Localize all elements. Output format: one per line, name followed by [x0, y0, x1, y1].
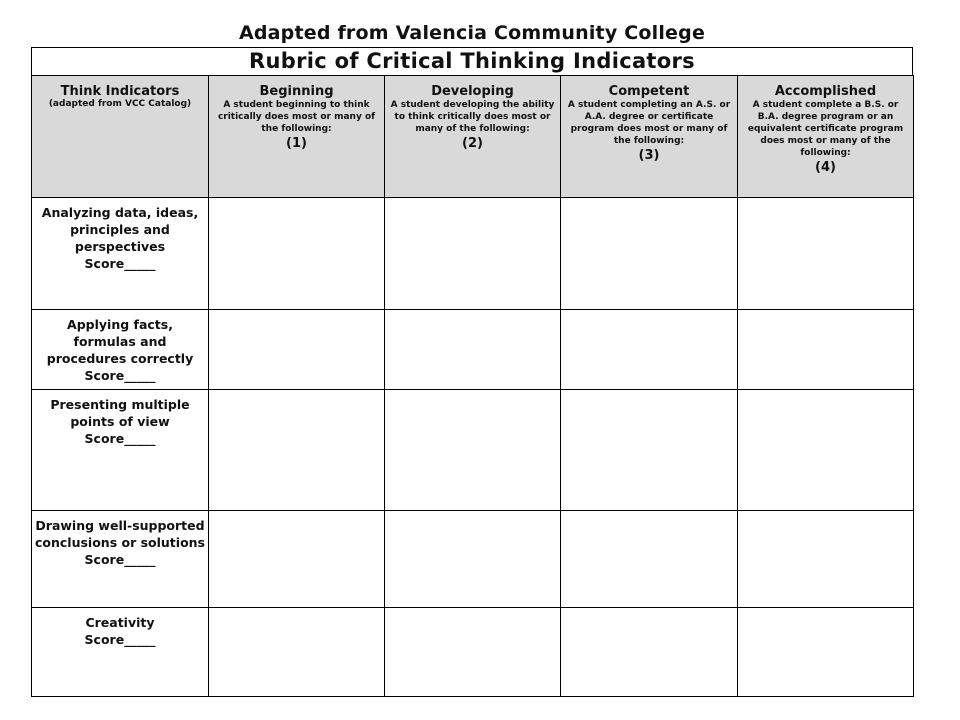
rubric-table	[31, 75, 914, 697]
rubric-cell-competent[interactable]	[561, 608, 738, 697]
rubric-cell-accomplished[interactable]	[738, 511, 914, 608]
rubric-cell-developing[interactable]	[385, 310, 561, 390]
rubric-cell-beginning[interactable]	[209, 390, 385, 511]
rubric-header-row	[32, 76, 914, 198]
rubric-cell-beginning[interactable]	[209, 198, 385, 310]
rubric-cell-competent[interactable]	[561, 511, 738, 608]
rubric-cell-accomplished[interactable]	[738, 390, 914, 511]
adapted-from-heading: Adapted from Valencia Community College	[238, 22, 706, 44]
indicator-column-header	[32, 76, 209, 198]
rubric-cell-accomplished[interactable]	[738, 608, 914, 697]
level-header-developing	[385, 76, 561, 198]
rubric-row-presenting	[32, 390, 914, 511]
level-name: Developing	[431, 84, 514, 99]
score-blank[interactable]: Score_____	[84, 632, 156, 647]
indicator-cell	[32, 608, 209, 697]
level-score: (2)	[462, 136, 483, 151]
indicator-cell	[32, 198, 209, 310]
score-blank[interactable]: Score_____	[84, 256, 156, 271]
score-blank[interactable]: Score_____	[84, 552, 156, 567]
score-blank[interactable]: Score_____	[84, 431, 156, 446]
level-description: A student completing an A.S. or A.A. degree or certificate program does most or many of the following:	[567, 100, 731, 146]
indicator-label: Drawing well-supported conclusions or solutions	[35, 518, 205, 550]
rubric-cell-accomplished[interactable]	[738, 310, 914, 390]
rubric-cell-competent[interactable]	[561, 390, 738, 511]
indicator-header-title: Think Indicators	[60, 84, 180, 99]
indicator-header-subtitle: (adapted from VCC Catalog)	[48, 99, 192, 109]
level-header-beginning	[209, 76, 385, 198]
level-score: (4)	[815, 160, 836, 175]
indicator-label: Analyzing data, ideas, principles and perspectives	[41, 205, 199, 254]
rubric-row-analyzing	[32, 198, 914, 310]
rubric-cell-competent[interactable]	[561, 198, 738, 310]
rubric-row-creativity	[32, 608, 914, 697]
rubric-cell-developing[interactable]	[385, 608, 561, 697]
rubric-cell-developing[interactable]	[385, 198, 561, 310]
rubric-title: Rubric of Critical Thinking Indicators	[31, 47, 913, 76]
score-blank[interactable]: Score_____	[84, 368, 156, 383]
level-header-accomplished	[738, 76, 914, 198]
indicator-label: Creativity	[85, 615, 155, 630]
rubric-cell-developing[interactable]	[385, 390, 561, 511]
level-name: Competent	[608, 84, 690, 99]
level-header-competent	[561, 76, 738, 198]
level-name: Beginning	[259, 84, 334, 99]
level-description: A student beginning to think critically does most or many of the following:	[217, 100, 376, 134]
rubric-cell-developing[interactable]	[385, 511, 561, 608]
rubric-cell-competent[interactable]	[561, 310, 738, 390]
rubric-cell-beginning[interactable]	[209, 310, 385, 390]
indicator-label: Presenting multiple points of view	[50, 397, 190, 429]
indicator-cell	[32, 310, 209, 390]
level-score: (3)	[638, 148, 660, 163]
level-description: A student developing the ability to think critically does most or many of the following:	[390, 100, 555, 134]
rubric-row-applying	[32, 310, 914, 390]
rubric-cell-beginning[interactable]	[209, 608, 385, 697]
rubric-row-drawing	[32, 511, 914, 608]
rubric-cell-accomplished[interactable]	[738, 198, 914, 310]
level-description: A student complete a B.S. or B.A. degree program or an equivalent certificate program does most or many of the following:	[747, 100, 904, 158]
indicator-label: Applying facts, formulas and procedures correctly	[46, 317, 194, 366]
level-score: (1)	[286, 136, 307, 151]
indicator-cell	[32, 390, 209, 511]
rubric-cell-beginning[interactable]	[209, 511, 385, 608]
indicator-cell	[32, 511, 209, 608]
level-name: Accomplished	[774, 84, 877, 99]
